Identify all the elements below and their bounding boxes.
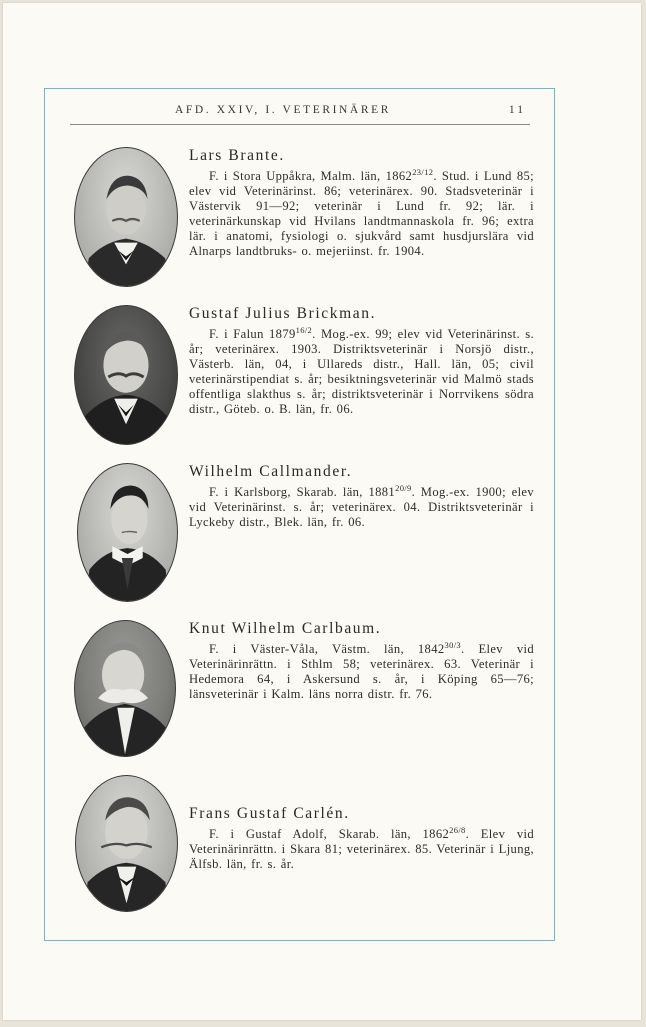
portrait-photo xyxy=(77,463,178,602)
biography-text xyxy=(189,485,534,530)
person-portrait-icon xyxy=(76,776,177,911)
biography-text-block xyxy=(189,147,534,260)
person-portrait-icon xyxy=(75,306,177,444)
biography-text-block xyxy=(189,805,534,872)
person-portrait-icon xyxy=(75,148,177,286)
biography-text xyxy=(189,827,534,872)
portrait-photo xyxy=(74,147,178,287)
biography-text-block xyxy=(189,305,534,418)
career-text: . Stud. i Lund 85; elev vid Veterinärinst. 86; veterinärex. 90. Stadsveterinär i Västervik 91—92; veterinär i Lund fr. 92; lär. i veterinärkunskap vid Hvilans landtmannaskola fr. 96; extra lär. i anatomi, fysiologi o. sjukvård samt husdjurslära vid Alnarps landtbruks- o. mejeriinst. fr. 1904. xyxy=(189,169,535,259)
biography-text-block xyxy=(189,620,534,702)
portrait-photo xyxy=(74,305,178,445)
birth-info: F. i Stora Uppåkra, Malm. län, 1862 xyxy=(209,169,413,183)
person-name: Frans Gustaf Carlén. xyxy=(189,805,350,822)
career-text: . Mog.-ex. 1900; elev vid Veterinärinst. s. år; veterinärex. 04. Distriktsveterinär i Lyckeby distr., Blek. län, fr. 06. xyxy=(189,485,534,530)
birth-info: F. i Falun 1879 xyxy=(209,327,296,341)
biography-text xyxy=(189,642,534,702)
birth-info: F. i Gustaf Adolf, Skarab. län, 1862 xyxy=(209,827,450,841)
person-portrait-icon xyxy=(75,621,175,756)
portrait-photo xyxy=(75,775,178,912)
biography-text xyxy=(189,327,534,418)
career-text: . Mog.-ex. 99; elev vid Veterinärinst. s. år; veterinärex. 1903. Distriktsveterinär i Norsjö distr., Västerb. län, 04, i Ullareds distr., Hall. län, 05; civil veterinärstipendiat s. år; besiktningsveterinär vid Malmö stads offentliga slakthus s. år; distriktsveterinär i Norrvikens södra distr., Göteb. o. B. län, fr. 06. xyxy=(189,327,534,417)
running-head xyxy=(70,104,530,125)
biography-text-block xyxy=(189,463,534,530)
person-name: Wilhelm Callmander. xyxy=(189,463,353,480)
birth-date: 26/8 xyxy=(449,825,466,835)
biography-text xyxy=(189,169,534,260)
birth-date: 30/3 xyxy=(444,640,462,650)
person-name: Gustaf Julius Brickman. xyxy=(189,305,377,322)
birth-date: 20/9 xyxy=(395,483,412,493)
career-text: . Elev vid Veterinärinrättn. i Sthlm 58; veterinärex. 63. Veterinär i Hedemora 64, i Askersund s. år, i Köping 65—76; länsveterinär i Kalm. läns norra distr. fr. 76. xyxy=(189,642,535,702)
birth-date: 16/2 xyxy=(295,325,313,335)
birth-info: F. i Karlsborg, Skarab. län, 1881 xyxy=(209,485,396,499)
portrait-photo xyxy=(74,620,176,757)
person-name: Lars Brante. xyxy=(189,147,285,164)
person-portrait-icon xyxy=(78,464,177,601)
career-text: . Elev vid Veterinärinrättn. i Skara 81; veterinärex. 85. Veterinär i Ljung, Älfsb. län, fr. s. år. xyxy=(189,827,534,872)
page-number: 11 xyxy=(508,104,526,116)
section-title: AFD. XXIV, I. VETERINÄRER xyxy=(175,104,391,116)
birth-date: 23/12 xyxy=(412,167,434,177)
birth-info: F. i Väster-Våla, Västm. län, 1842 xyxy=(209,642,445,656)
person-name: Knut Wilhelm Carlbaum. xyxy=(189,620,382,637)
